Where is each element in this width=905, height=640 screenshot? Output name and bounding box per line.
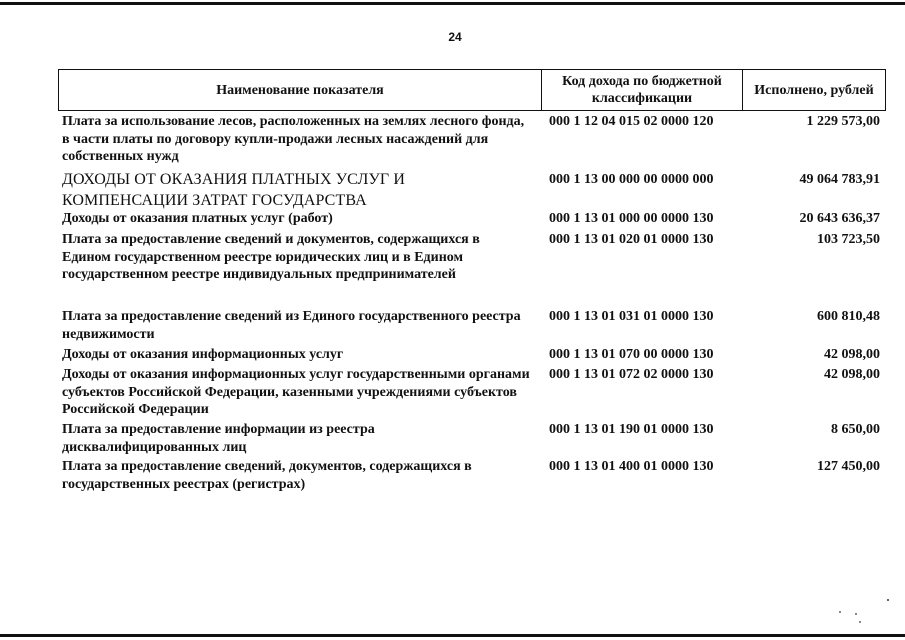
row-name: Доходы от оказания информационных услуг [62,347,344,362]
table-row [62,231,884,308]
header-name: Наименование показателя [216,82,384,98]
row-code: 000 1 13 01 070 00 0000 130 [549,347,714,362]
row-name: Плата за предоставление сведений из Единого государственного реестра недвижимости [62,309,521,342]
row-code: 000 1 13 01 000 00 0000 130 [549,211,714,226]
row-sum: 8 650,00 [831,422,880,437]
row-sum: 42 098,00 [824,347,880,362]
table-row [62,421,884,458]
row-code: 000 1 13 01 190 01 0000 130 [549,422,714,437]
row-code: 000 1 13 01 031 01 0000 130 [549,309,714,324]
header-sum: Исполнено, рублей [754,82,874,98]
row-name: Доходы от оказания платных услуг (работ) [62,211,333,226]
header-code: Код дохода по бюджетной классификации [541,70,743,110]
table-row [62,366,884,421]
row-code: 000 1 13 01 072 02 0000 130 [549,367,714,382]
row-name: Плата за предоставление сведений, документов, содержащихся в государственных реестрах (регистрах) [62,459,472,492]
table-row [62,458,884,496]
table-row [62,346,884,366]
row-sum: 600 810,48 [817,309,880,324]
row-code: 000 1 13 01 400 01 0000 130 [549,459,714,474]
top-border-line [0,2,905,5]
scan-specks [830,590,900,630]
page-number: 24 [448,30,462,44]
table-body [62,113,884,496]
row-name: Плата за предоставление сведений и документов, содержащихся в Едином государственном реестре юридических лиц и в Едином государственном реестре индивидуальных предпринимателей [62,232,480,282]
table-row [62,113,884,169]
row-code: 000 1 12 04 015 02 0000 120 [549,114,714,129]
row-sum: 103 723,50 [817,232,880,247]
row-name: ДОХОДЫ ОТ ОКАЗАНИЯ ПЛАТНЫХ УСЛУГ И КОМПЕНСАЦИИ ЗАТРАТ ГОСУДАРСТВА [62,171,406,209]
row-name: Плата за использование лесов, расположенных на землях лесного фонда, в части платы по договору купли-продажи лесных насаждений для собственных нужд [62,114,525,164]
bottom-border-line [0,634,905,637]
row-code: 000 1 13 00 000 00 0000 000 [549,172,714,187]
row-sum: 127 450,00 [817,459,880,474]
table-row [62,169,884,210]
row-code: 000 1 13 01 020 01 0000 130 [549,232,714,247]
table-row [62,210,884,231]
row-name: Плата за предоставление информации из реестра дисквалифицированных лиц [62,422,375,455]
table-header [58,69,886,111]
row-sum: 1 229 573,00 [806,114,880,129]
row-sum: 42 098,00 [824,367,880,382]
row-sum: 20 643 636,37 [799,211,880,226]
table-row [62,308,884,346]
row-name: Доходы от оказания информационных услуг государственными органами субъектов Российской Федерации, казенными учреждениями субъектов Российской Федерации [62,367,530,417]
row-sum: 49 064 783,91 [799,172,880,187]
